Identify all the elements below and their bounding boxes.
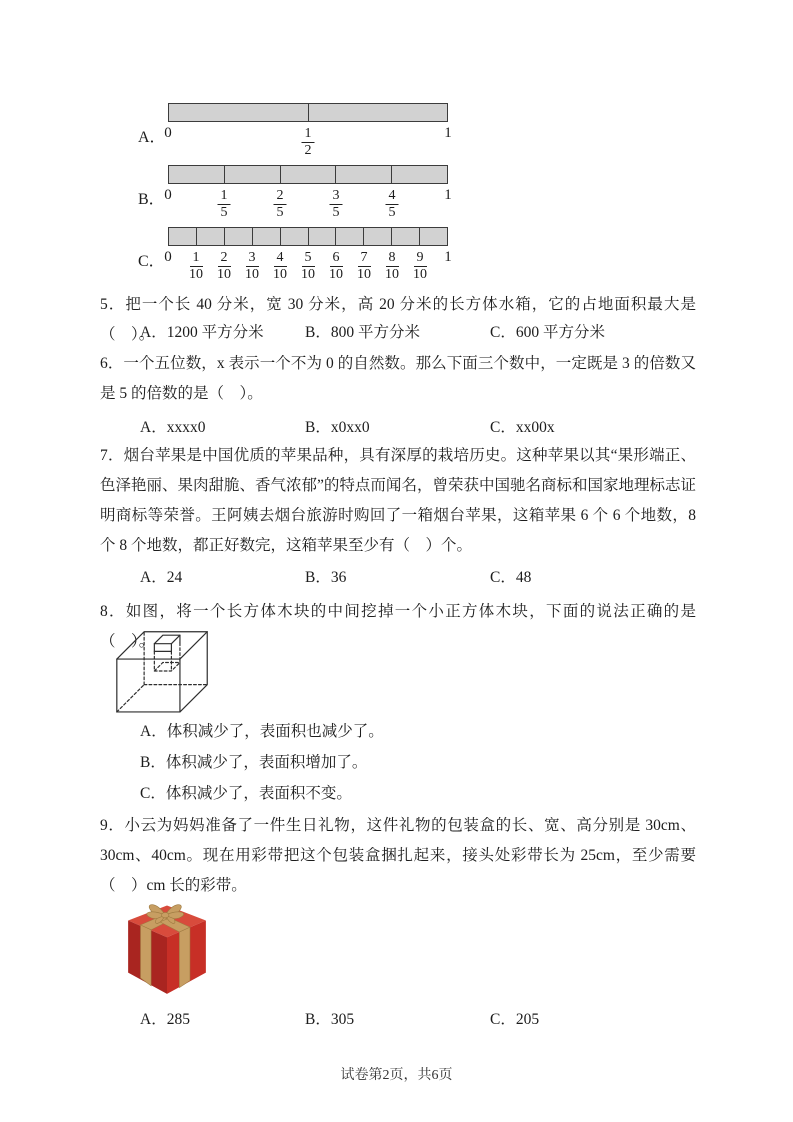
option-c: C．体积减少了，表面积不变。: [140, 785, 352, 802]
row-label: B．: [138, 191, 165, 208]
fraction: [270, 250, 290, 282]
option-a: A．24: [140, 569, 183, 586]
option-c: C．205: [490, 1011, 540, 1028]
bar-segment: [225, 228, 253, 245]
gift-box-image: [114, 900, 220, 1002]
fraction: [274, 188, 287, 220]
option-b: B．x0xx0: [305, 419, 370, 436]
tick-label: [326, 249, 346, 282]
option-b: B．体积减少了，表面积增加了。: [140, 754, 368, 771]
question-7-options: [140, 563, 700, 593]
question-text: 一个五位数，x 表示一个不为 0 的自然数。那么下面三个数中，一定既是 3 的倍数又是 5 的倍数的是（ ）。: [100, 355, 696, 402]
fraction-denominator: 10: [273, 266, 287, 282]
fraction-numerator: 6: [330, 250, 343, 267]
fraction: [218, 188, 231, 220]
bar-segment: [336, 228, 364, 245]
row-label: C．: [138, 253, 165, 270]
option-a: A．1200 平方分米: [140, 324, 264, 341]
fraction: [302, 126, 315, 158]
option-a: A．285: [140, 1011, 190, 1028]
fraction-denominator: 10: [385, 266, 399, 282]
fraction: [410, 250, 430, 282]
tick-label: 0: [164, 125, 172, 141]
fraction-denominator: 5: [388, 204, 396, 220]
fraction-denominator: 10: [329, 266, 343, 282]
bar-segment: [197, 228, 225, 245]
fraction-bar: [168, 103, 448, 122]
fraction: [354, 250, 374, 282]
question-number: 8．: [100, 603, 126, 620]
fraction-numerator: 2: [274, 188, 287, 205]
question-number: 9．: [100, 817, 125, 834]
question-7-stem: [100, 441, 696, 561]
tick-label: 0: [164, 249, 172, 265]
tick-label: [214, 249, 234, 282]
fraction: [242, 250, 262, 282]
tick-label: [302, 125, 315, 158]
tick-label: 0: [164, 187, 172, 203]
tick-label: [330, 187, 343, 220]
question-9-stem: [100, 811, 696, 901]
fraction-bar: [168, 227, 448, 246]
option-b: B．36: [305, 569, 347, 586]
bar-segment: [364, 228, 392, 245]
tick-labels: [164, 122, 452, 162]
tick-labels: [164, 246, 452, 286]
tick-label: 1: [444, 187, 452, 203]
tick-label: [242, 249, 262, 282]
fraction: [298, 250, 318, 282]
bar-segment: [253, 228, 281, 245]
question-5-options: [140, 318, 700, 348]
fraction-numerator: 4: [274, 250, 287, 267]
bar-segment: [392, 166, 447, 183]
fraction-numerator: 8: [386, 250, 399, 267]
fraction-bar-row: [138, 165, 452, 225]
gift-box-svg: [114, 900, 220, 1002]
option-c: C．600 平方分米: [490, 324, 605, 341]
fraction: [326, 250, 346, 282]
tick-label: [274, 187, 287, 220]
fraction: [386, 188, 399, 220]
fraction-denominator: 5: [276, 204, 284, 220]
tick-label: [186, 249, 206, 282]
tick-label: [218, 187, 231, 220]
bar-segment: [336, 166, 392, 183]
bar-segment: [169, 104, 309, 121]
fraction-numerator: 4: [386, 188, 399, 205]
cuboid-with-cube-hole-figure: [110, 623, 226, 719]
question-9-options: [140, 1005, 700, 1035]
fraction-denominator: 10: [413, 266, 427, 282]
bar-segment: [281, 228, 309, 245]
fraction-bar-row: [138, 103, 452, 163]
row-label: A．: [138, 129, 166, 146]
fraction-denominator: 10: [301, 266, 315, 282]
bar-segment: [392, 228, 420, 245]
fraction: [382, 250, 402, 282]
fraction-numerator: 2: [218, 250, 231, 267]
option-b: B．800 平方分米: [305, 324, 420, 341]
option-a: A．体积减少了，表面积也减少了。: [140, 723, 384, 740]
fraction-denominator: 2: [304, 142, 312, 158]
question-text: 小云为妈妈准备了一件生日礼物，这件礼物的包装盒的长、宽、高分别是 30cm、30cm、40cm。现在用彩带把这个包装盒捆扎起来，接头处彩带长为 25cm，至少需要（ ）cm 长的彩带。: [100, 817, 696, 894]
option-c: C．xx00x: [490, 419, 555, 436]
tick-label: 1: [444, 125, 452, 141]
question-number: 5．: [100, 296, 126, 313]
bar-segment: [309, 228, 337, 245]
tick-label: [382, 249, 402, 282]
fraction-numerator: 3: [330, 188, 343, 205]
question-6-options: [140, 413, 700, 443]
option-b: B．305: [305, 1011, 355, 1028]
bar-segment: [169, 166, 225, 183]
tick-label: [386, 187, 399, 220]
fraction-bar-row: [138, 227, 452, 287]
option-a: A．xxxx0: [140, 419, 206, 436]
page-footer: 试卷第2页，共6页: [340, 1068, 453, 1083]
fraction-numerator: 3: [246, 250, 259, 267]
question-text: 如图，将一个长方体木块的中间挖掉一个小正方体木块，下面的说法正确的是（ ）。: [100, 603, 696, 650]
fraction: [214, 250, 234, 282]
bar-segment: [169, 228, 197, 245]
question-6-stem: [100, 349, 696, 409]
fraction-denominator: 10: [357, 266, 371, 282]
fraction-denominator: 10: [217, 266, 231, 282]
tick-label: [270, 249, 290, 282]
tick-label: [298, 249, 318, 282]
fraction-numerator: 1: [190, 250, 203, 267]
cuboid-figure-svg: [110, 623, 226, 719]
question-text: 把一个长 40 分米，宽 30 分米，高 20 分米的长方体水箱，它的占地面积最大是（ ）。: [100, 296, 696, 343]
question-8-options: [140, 716, 700, 809]
option-c: C．48: [490, 569, 532, 586]
question-number: 6．: [100, 355, 124, 372]
bar-segment: [281, 166, 337, 183]
tick-label: [354, 249, 374, 282]
fraction-denominator: 10: [245, 266, 259, 282]
bar-segment: [420, 228, 447, 245]
fraction-bar: [168, 165, 448, 184]
fraction-bar-diagram: [0, 0, 793, 300]
fraction-denominator: 10: [189, 266, 203, 282]
tick-label: 1: [444, 249, 452, 265]
fraction-numerator: 9: [414, 250, 427, 267]
fraction-numerator: 1: [302, 126, 315, 143]
bar-segment: [309, 104, 448, 121]
tick-labels: [164, 184, 452, 224]
fraction-numerator: 7: [358, 250, 371, 267]
fraction: [330, 188, 343, 220]
bar-segment: [225, 166, 281, 183]
question-number: 7．: [100, 447, 124, 464]
fraction-numerator: 5: [302, 250, 315, 267]
fraction: [186, 250, 206, 282]
tick-label: [410, 249, 430, 282]
fraction-denominator: 5: [332, 204, 340, 220]
fraction-numerator: 1: [218, 188, 231, 205]
question-text: 烟台苹果是中国优质的苹果品种，具有深厚的栽培历史。这种苹果以其“果形端正、色泽艳丽、果肉甜脆、香气浓郁”的特点而闻名，曾荣获中国驰名商标和国家地理标志证明商标等荣誉。王阿姨去烟台旅游时购回了一箱烟台苹果，这箱苹果 6 个 6 个地数，8 个 8 个地数，都正好数完，这箱苹果至少有（ ）个。: [100, 447, 696, 554]
fraction-denominator: 5: [220, 204, 228, 220]
